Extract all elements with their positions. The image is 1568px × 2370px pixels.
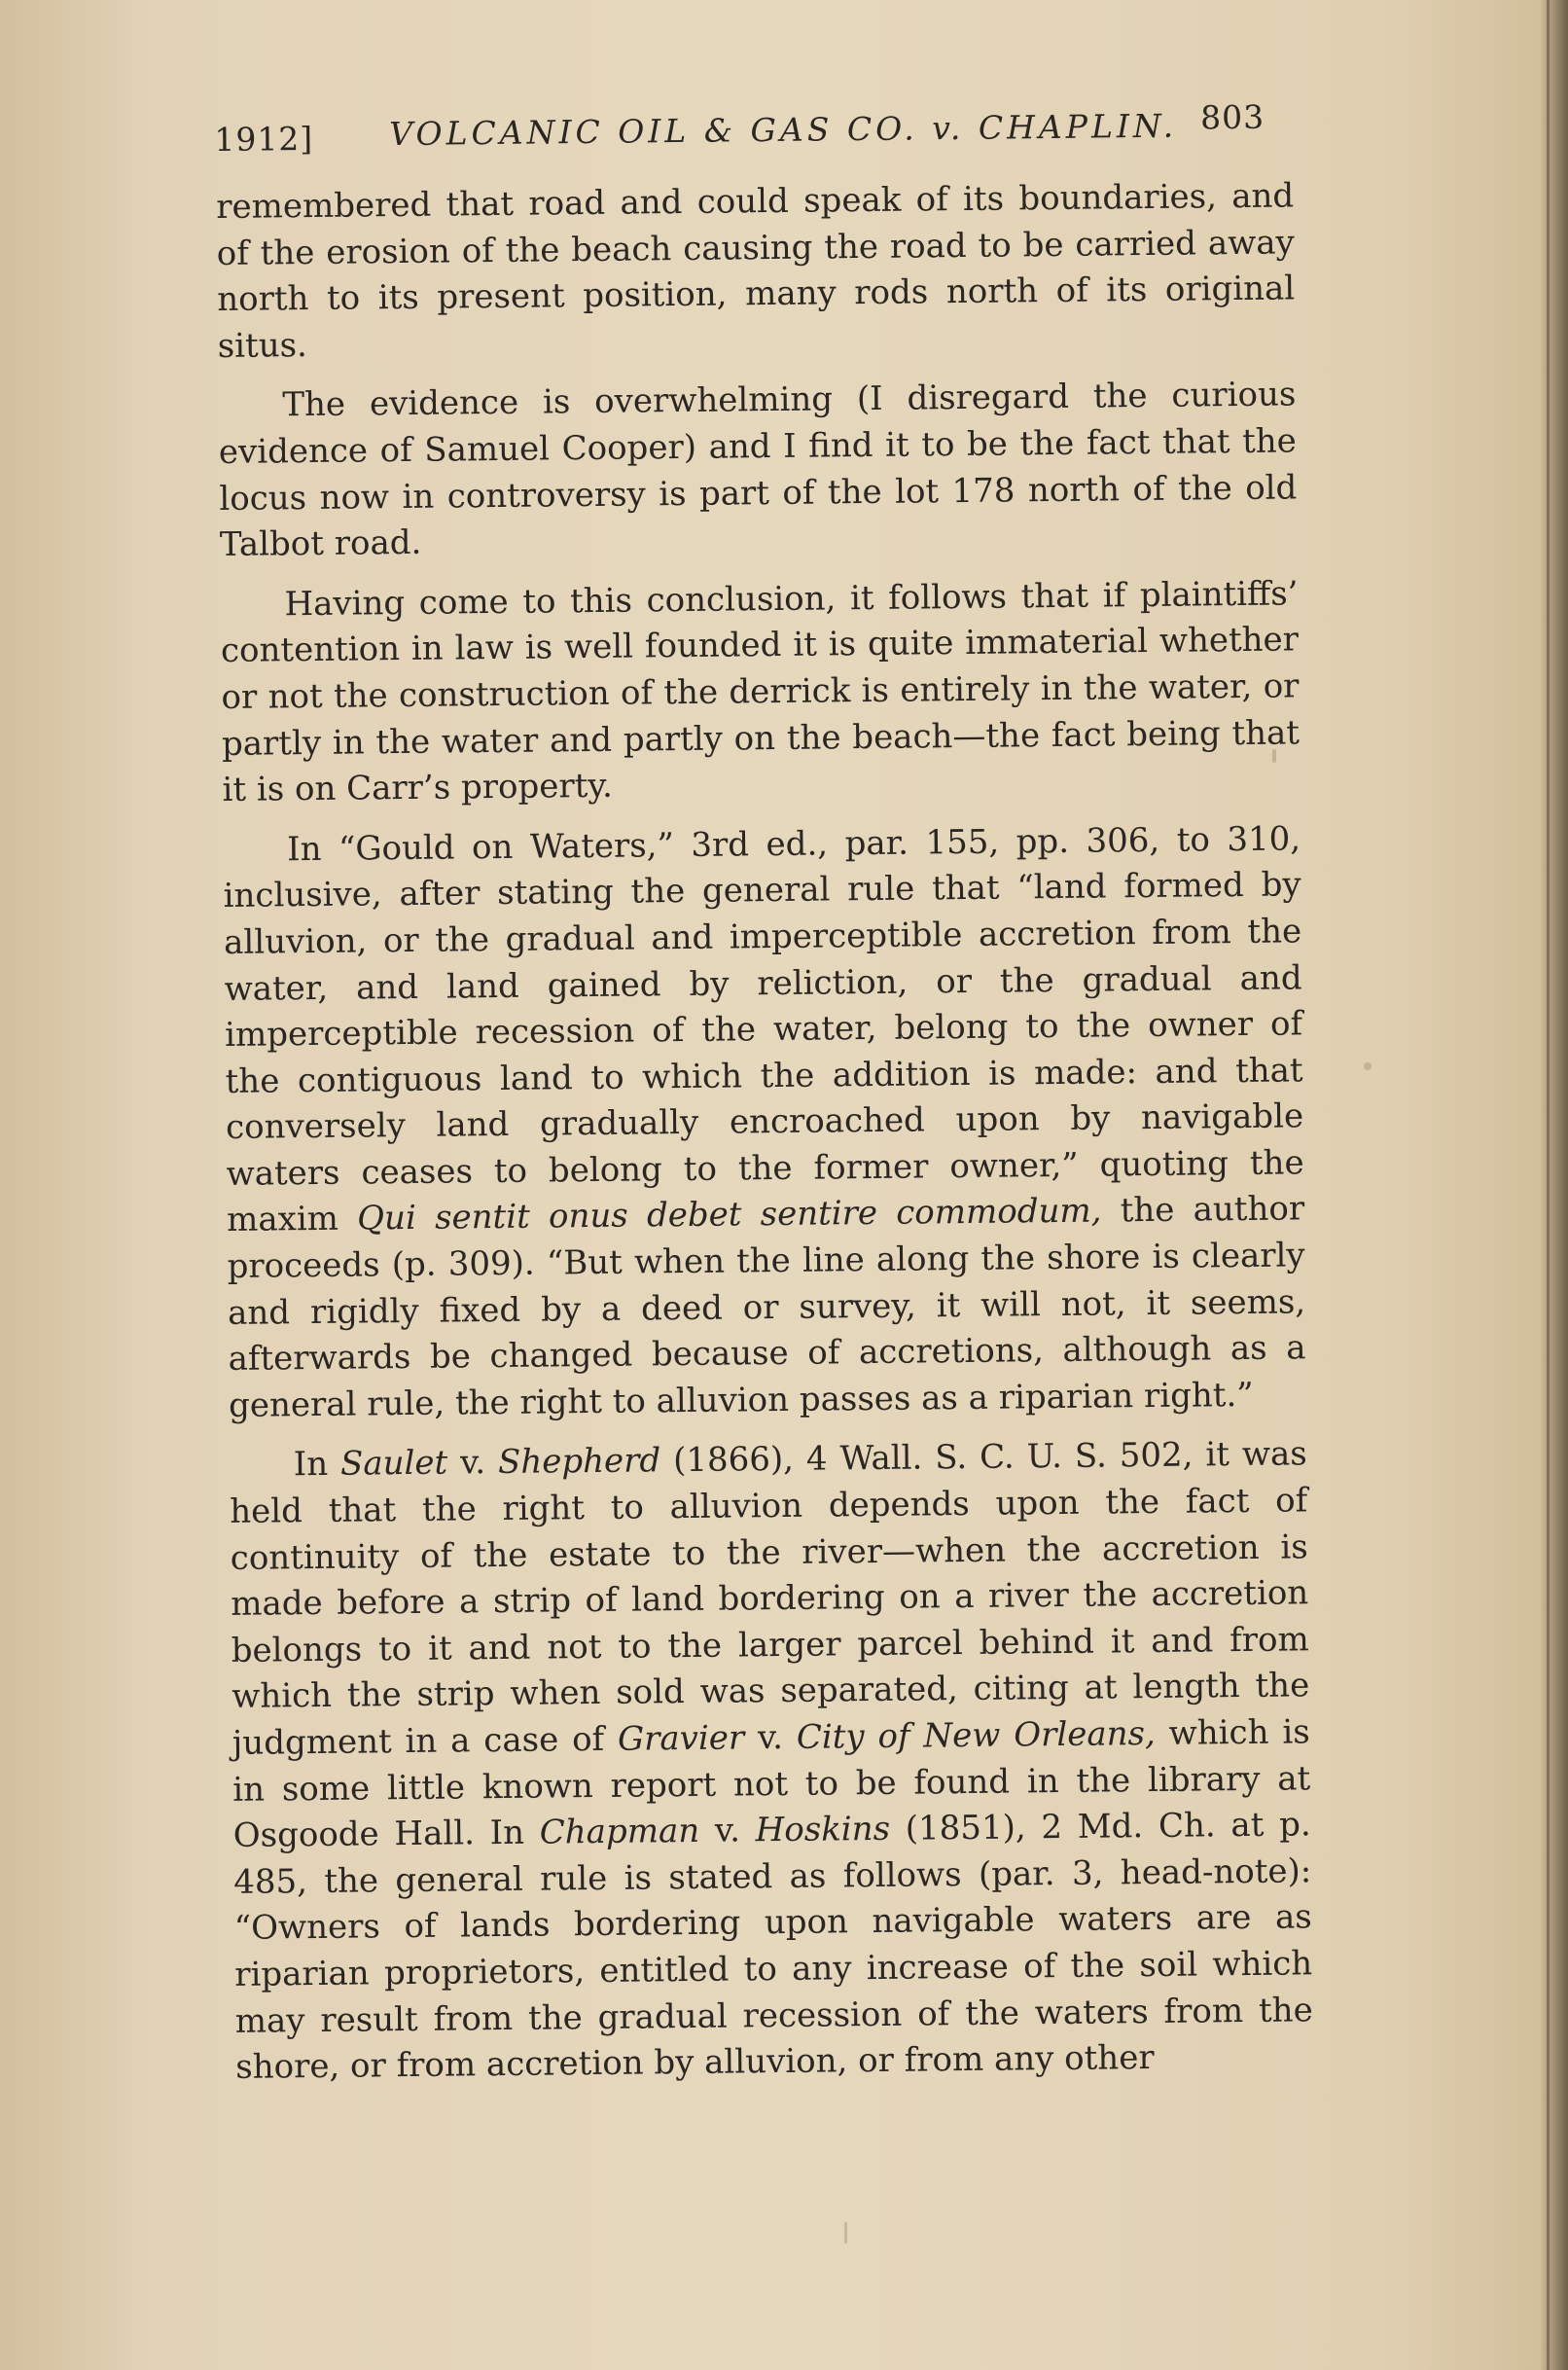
text-segment: Having come to this conclusion, it follows that if plaintiffs’ contention in law is well founded it is quite immaterial whether or not the construction of the derrick is entirely in the water, or partly in the water and partly on the beach—the fact being that it is on Carr’s property. <box>220 574 1301 810</box>
running-header <box>214 98 1265 163</box>
body-text <box>216 173 1314 2104</box>
text-segment: v. <box>743 1717 798 1758</box>
italic-text: City of New Orleans, <box>796 1713 1157 1757</box>
text-segment: which is in some little known report not to be found in the library at Osgoode Hall. In <box>232 1712 1311 1856</box>
text-segment: The evidence is overwhelming (I disregard the curious evidence of Samuel Cooper) and I find it to be the fact that the locus now in controversy is part of the lot 178 north of the old Talbot road. <box>218 375 1298 565</box>
italic-text: Gravier <box>617 1718 745 1759</box>
text-segment: In “Gould on Waters,” 3rd ed., par. 155, pp. 306, to 310, inclusive, after stating the general rule that “land formed by alluvion, or the gradual and imperceptible accretion from the water, and land gained by reliction, or the gradual and imperceptible recession of the water, belong to the owner of the contiguous land to which the addition is made: and that conversely land gradually encroached upon by navigable waters ceases to belong to the former owner,” quoting the maxim <box>223 819 1304 1240</box>
italic-text: Hoskins <box>755 1810 891 1850</box>
text-segment: v. <box>446 1443 499 1484</box>
italic-text: Saulet <box>339 1444 448 1485</box>
paper-speck <box>844 2222 847 2244</box>
text-segment: v. <box>698 1811 756 1851</box>
book-binding-edge <box>1541 0 1568 2370</box>
paragraph-p1 <box>216 173 1296 370</box>
paragraph-p4 <box>223 816 1306 1429</box>
italic-text: Chapman <box>539 1812 700 1852</box>
page-number: 803 <box>1199 97 1265 137</box>
paragraph-p3 <box>220 571 1300 814</box>
paper-speck <box>1272 749 1276 763</box>
running-title: VOLCANIC OIL & GAS CO. v. CHAPLIN. <box>389 106 1178 154</box>
text-segment: (1851), 2 Md. Ch. at p. 485, the general rule is stated as follows (par. 3, head-note): “Owners of lands bordering upon navigable waters are as riparian proprietors, entitled to any increase of the soil which may result from the gradual recession of the waters from the shore, or from accretion by alluvion, or from any other <box>233 1805 1313 2088</box>
text-segment: remembered that road and could speak of its boundaries, and of the erosion of the beach causing the road to be carried away north to its present position, many rods north of its original situs. <box>216 176 1296 366</box>
text-segment: In <box>293 1445 341 1485</box>
header-year: 1912] <box>214 119 314 159</box>
paper-speck <box>1364 1062 1372 1070</box>
italic-text: Qui sentit onus debet sentire commodum, <box>356 1191 1102 1239</box>
paragraph-p2 <box>218 373 1298 569</box>
paragraph-p5 <box>230 1432 1314 2092</box>
italic-text: Shepherd <box>497 1441 661 1483</box>
text-segment: (1866), 4 Wall. S. C. U. S. 502, it was held that the right to alluvion depends upon the fact of continuity of the estate to the river—when the accretion is made before a strip of land bordering on a river the accretion belongs to it and not to the larger parcel behind it and from which the strip when sold was separated, citing at length the judgment in a case of <box>230 1434 1310 1763</box>
text-segment: the author proceeds (p. 309). “But when the line along the shore is clearly and rigidly fixed by a deed or survey, it will not, it seems, afterwards be changed because of accretions, although as a general rule, the right to alluvion passes as a riparian right.” <box>227 1189 1306 1425</box>
